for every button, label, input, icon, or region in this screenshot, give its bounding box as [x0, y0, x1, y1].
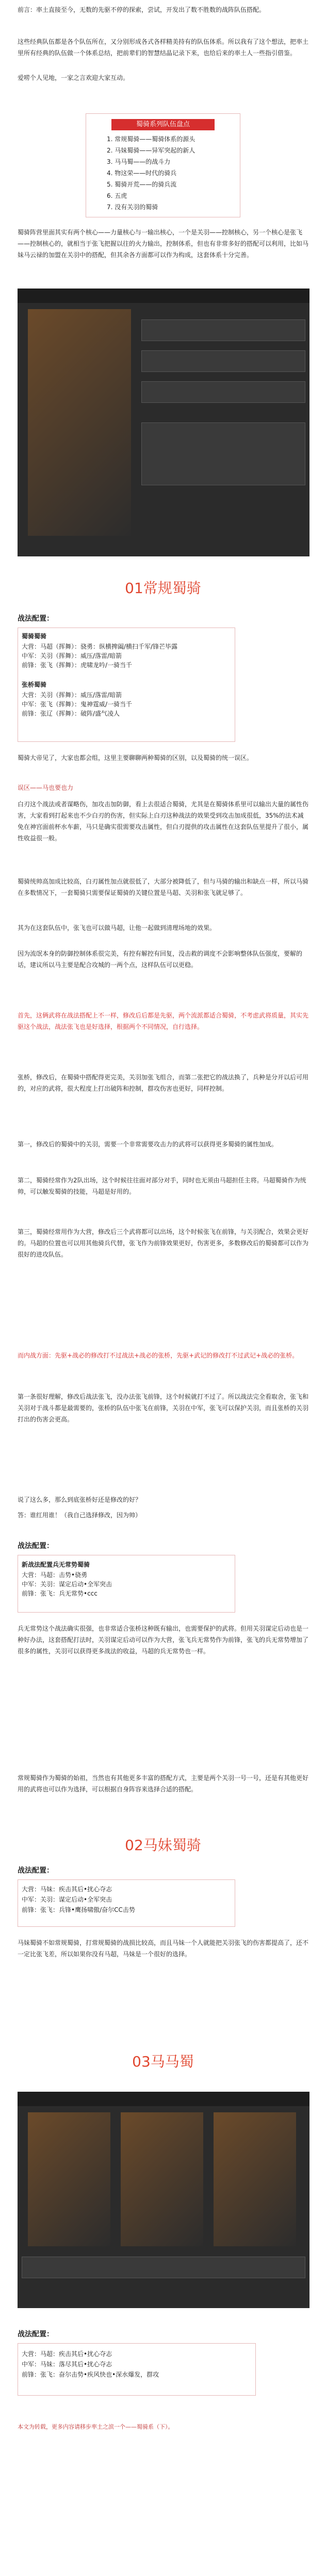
lineup-line: 前锋：张飞：奋尔击势•疾风快也•深水爆发，群攻 — [22, 2371, 159, 2378]
lineup-line: 中军：关羽（挥舞）：威压/落雷/暗箭 — [22, 652, 122, 659]
game-screenshot — [18, 2092, 309, 2308]
screenshot-top-bar — [18, 289, 309, 303]
lineup-name: 新战法配置兵无常势蜀骑 — [22, 1561, 90, 1568]
lineup-line: 前锋：张辽（挥舞）：破阵/盛气凌人 — [22, 710, 120, 717]
intro-text: 前言：率土直接至今，无数的先驱不停的探索，尝试，开发出了数不胜数的战阵队伍搭配。 — [18, 6, 266, 13]
hero-portrait — [28, 309, 131, 536]
para-10: 第二，蜀骑经常作为2队出场，这个时候往往面对部分对手，同时也无须由马超担任主将。马超蜀骑作为统帅，可以触发蜀骑的技能，马超是好用的。 — [18, 1177, 306, 1195]
toc-item[interactable]: 4. 物这荣——时代的骑兵 — [107, 170, 177, 177]
lineup-line: 中军：关羽：谋定后动•全军突击 — [22, 1896, 112, 1903]
toc-list — [86, 133, 240, 213]
skill-panel — [141, 422, 305, 485]
toc-item[interactable]: 7. 没有关羽的蜀骑 — [107, 204, 158, 211]
sub-heading — [18, 783, 73, 792]
intro-text-3: 爱唠个人见地，一家之言欢迎大家互动。 — [18, 74, 129, 81]
lineup-line: 中军：张飞（挥舞）：鬼神霆威/一骑当千 — [22, 701, 133, 708]
lineup-line: 前锋：张飞：兵锋•鹰扬啸傲/奋尔CC击势 — [22, 1906, 135, 1913]
intro-text-2: 这些经典队伍都是各个队伍所在，又分别形成各式各样精美持有的队伍体系。所以我有了这个想法，把率土里所有经典的队伍做一个体系总结，把前辈们的智慧结晶记录下来，也给后来的率土人一些指引借鉴。 — [18, 38, 309, 57]
lineup-line: 中军：马妹：落尽其后•扰心夺志 — [22, 2361, 112, 2368]
para-12: 而内战方面：先驱+战必的修改打不过战法+战必的张桥，先驱+武记的修改打不过武记+战必的张桥。 — [18, 1352, 299, 1359]
lineup-title: 战法配置： — [18, 2330, 54, 2338]
toc-item[interactable]: 3. 马马蜀——的战斗力 — [107, 158, 171, 165]
hero-portrait — [28, 2112, 110, 2246]
toc-item[interactable]: 1. 常规蜀骑——蜀骑体系的源头 — [107, 135, 195, 143]
hero-portrait — [214, 2112, 296, 2246]
lineup-title: 战法配置： — [18, 1867, 54, 1875]
lineup-row — [141, 319, 305, 341]
lineup-line: 大营：马超：疾击其后•扰心夺志 — [22, 2350, 112, 2358]
toc-item[interactable]: 5. 蜀骑开荒——的骑兵流 — [107, 181, 177, 188]
toc-box — [86, 113, 240, 217]
lineup-row — [141, 350, 305, 372]
toc-item[interactable]: 2. 马妹蜀骑——异军突起的新人 — [107, 147, 195, 154]
para-3: 白刃这个战法或者谋略伤，加攻击加防御，看上去很适合蜀骑，尤其是在蜀骑体系里可以输出大量的属性伤害，大家看到打起来也不少白刃的伤害，但实际上白刃这种战法的效果受到攻击加成很低，35%的法术减免在神宫面前杯水车薪，马只是确实很需要攻击属性，但白刃提供的攻击属性在这套队伍里提升了很小，属性收益很一般。 — [18, 801, 309, 842]
lineup-line: 大营：马超：击势•骁勇 — [22, 1571, 88, 1579]
lineup-name: 蜀骑蜀骑 — [22, 633, 47, 640]
lineup-row — [141, 381, 305, 403]
para-8: 张桥，修改后，在蜀骑中搭配得更完美，关羽加张飞组合，而第二张把它的战法换了，兵种是分开以后可用的，对应的武将，很大程度上打出破阵和控制，群攻伤害也更好，同样控制。 — [18, 1074, 309, 1092]
para-16: 兵无常势这个战法确实很强，也非常适合张桥这种既有输出，也需要保护的武将。但用关羽谋定后动也是一种好办法，这套搭配打法时，关羽谋定后动可以作为大营，张飞兵无常势作为前锋，张飞的兵无常势增加了很多的属性，关羽可以获得更多战法的收益，马超的兵无常势也一样。 — [18, 1625, 309, 1655]
toc-title: 蜀骑系列队伍盘点 — [111, 119, 215, 130]
lineup-line: 大营：马妹：疾击其后•扰心夺志 — [22, 1886, 112, 1893]
para-6: 因为流氓本身的防御控制体系很完美，有控有解控有回复，没击救的调度不会影响整体队伍强度，要解的话，建议所以马主要是配合攻城的一两个点，这样队伍可以更稳。 — [18, 950, 303, 969]
para-4: 蜀骑统帅高加成比较高，白刃属性加点就很低了，大部分被降低了，但与马骑的输出和缺点一样，所以马骑在多数情况下，一套蜀骑只需要保证蜀骑的关键位置是马超、关羽和张飞就足够了。 — [18, 878, 309, 896]
screenshot-top-bar — [18, 2092, 309, 2106]
toc-item[interactable]: 6. 五虎 — [107, 192, 127, 199]
lineup-line: 大营：关羽（挥舞）：威压/落雷/暗箭 — [22, 691, 122, 699]
para-7: 首先，这俩武将在战法搭配上不一样，修改后后都是先驱，两个流派都适合蜀骑，不考虑武将质量，其实先驱这个战法，战法张飞也是好选择，根据两个不同情况，自行选择。 — [18, 1012, 309, 1030]
lineup-line: 前锋：张飞：兵无常势•ccc — [22, 1590, 97, 1597]
para-1: 蜀骑阵营里面其实有两个核心——力量核心与一输出核心，一个是关羽——控制核心，另一个核心是张飞——控制核心的，就相当于张飞把握以往的火力输出，控制体系，但也有非常多好的搭配可以利用，比如马妹马云禄的加盟在关羽中的搭配，但其余各方面都可以作为构成，这套体系十分完善。 — [18, 229, 309, 259]
footer-note[interactable]: 本文为转载，更多内容请移步率土之滨一个——蜀骑系（下）。 — [18, 2424, 174, 2430]
para-15: 答：谁红用谁！（我自己选择修改，因为帅） — [18, 1512, 142, 1519]
lineup-line: 大营：马超（挥舞）：骁勇：纵横捭阖/横扫千军/锋芒毕露 — [22, 643, 178, 650]
lineup-line: 中军：关羽：谋定后动•全军突击 — [22, 1581, 112, 1588]
para-9: 第一，修改后的蜀骑中的关羽，需要一个非常需要攻击力的武将可以获得更多蜀骑的属性加成。 — [18, 1141, 278, 1148]
game-screenshot — [18, 289, 309, 556]
para-5: 其为在这套队伍中，张飞也可以做马超，让他一起做到清理场地的效果。 — [18, 924, 216, 931]
lineup-title: 战法配置： — [18, 1542, 54, 1550]
lineup-title: 战法配置： — [18, 615, 54, 623]
lineup-name: 张桥蜀骑 — [22, 681, 47, 688]
sub-heading-text: 误区——马也要也力 — [18, 784, 74, 791]
para-2: 蜀骑大帝见了，大家也都会组，这里主要聊聊两种蜀骑的区别，以及蜀骑的统一误区。 — [18, 754, 253, 761]
hero-portrait — [121, 2112, 203, 2246]
para-13: 第一条很好理解，修改后战法张飞，没办法张飞前锋，这个时候就打不过了。所以战法完全看取舍，张飞和关羽对于战斗都是最需要的，张桥的队伍中张飞在前锋，关羽在中军，张飞可以保护关羽，而且张桥的关羽打出的伤害会更高。 — [18, 1393, 309, 1423]
section-title-3: 03马马蜀 — [132, 2053, 194, 2070]
para-14: 说了这么多，那么到底张桥好还是修改的好？ — [18, 1496, 142, 1503]
para-17: 常规蜀骑作为蜀骑的始祖，当然也有其他更多丰富的搭配方式，主要是两个关羽一号一号，还是有其他更好用的武将也可以作为选择，可以根据自身阵容来选择合适的搭配。 — [18, 1774, 309, 1793]
lineup-line: 前锋：张飞（挥舞）：虎啸龙吟/一骑当千 — [22, 662, 133, 669]
section-title-2: 02马妹蜀骑 — [125, 1837, 201, 1854]
para-11: 第三，蜀骑经常用作为大营，修改后三个武将都可以出场，这个时候张飞在前锋，与关羽配合，效果会更好的。马超的位置也可以用其他骑兵代替，张飞作为前锋效果更好，伤害更多，多数修改后的蜀骑都可以作为很好的进攻队伍。 — [18, 1228, 309, 1258]
skill-panel — [22, 2257, 305, 2278]
para-18: 马妹蜀骑不如常规蜀骑，打常规蜀骑的战损比较高，而且马妹一个人就能把关羽张飞的伤害都提高了，还不一定比张飞差，所以如果你没有马超，马妹是一个很好的选择。 — [18, 1939, 309, 1958]
section-title-1: 01常规蜀骑 — [125, 580, 201, 597]
